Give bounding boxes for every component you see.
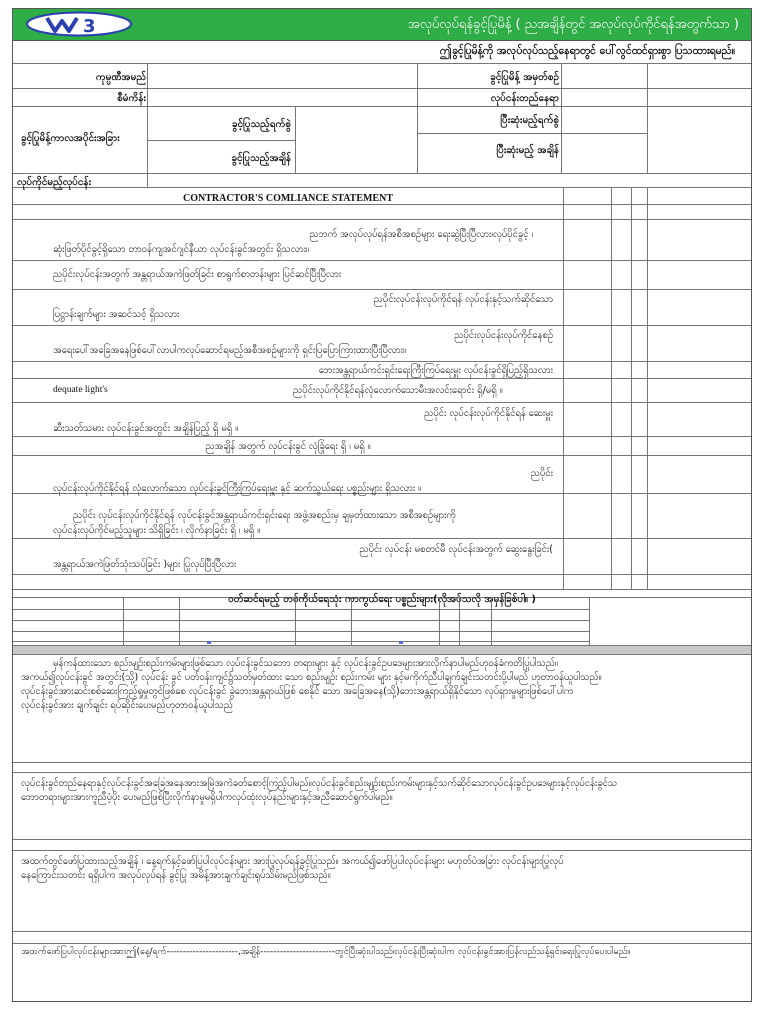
statement-item: ညဘက် အလုပ်လုပ်ရန်အစီအစဉ်များ ရေးဆွဲပြီးပြီလား၊လုပ်ပိုင်ခွင့် ၊ ဆုံးဖြတ်ပိုင်ခွင့်ရှိသော တာဝန်ကျအင်ဂျင်နီယာ လုပ်ငန်းခွင်အတွင်း ရှိသလား။ bbox=[53, 229, 533, 255]
statement-item: ညပိုင်းလုပ်ကိုင်နိုင်ရန်လုံလောက်သောမီးအလင်းရောင်း ရှိ/မရှိ ။ bbox=[293, 385, 503, 396]
statement-item: ညပိုင်း လုပ်ငန်းလုပ်ကိုင်နိုင်ရန် လုပ်ငန်းခွင်အန္တရာယ်ကင်းရှင်းရေး အဖွဲ့အစည်းမှ ချမှတ်ထားသော အစီအစဉ်များကို လုပ်ငန်းလုပ်ကိုင်မည့်သူများ သိရှိခြင်း ၊ လိုက်နာခြင်း ရှိ ၊ မရှိ ။ bbox=[53, 510, 456, 536]
start-date-field[interactable] bbox=[297, 108, 415, 139]
check-column-no[interactable] bbox=[632, 220, 646, 589]
work-location-field[interactable] bbox=[563, 90, 645, 105]
statement-item: ညပိုင်း လုပ်ငန်းလုပ်ကိုင်နိုင်ရန် ဆေးမှူး ဆီးသတ်သမား လုပ်ငန်းခွင်အတွင်း အချိန်ပြည့် ရှိ မရှိ ။ bbox=[53, 408, 553, 434]
statement-item: dequate light's bbox=[53, 385, 108, 395]
supervisor-paragraph: လုပ်ငန်းခွင်တည်နေရာနှင့်လုပ်ငန်းခွင်အခြေအနေအားအမြဲအကဲခတ်စောင့်ကြည့်ပါမည်။လုပ်ငန်းခွင်စည်းမျဉ်းစည်းကမ်းများနှင့်သက်ဆိုင်သောလုပ်ငန်းခွင်ဥပဒေများနှင့်လုပ်ငန်းခွင်သ ဘောတရားများအားကူညီပံ့ပိုး ပေးမည်ဖြစ်ပြီးလိုက်နာမှုမရှိပါကလုပ်ထုံးလုပ်နည်းများနှင့်အညီဆောင်ရွက်ပါမည်။ bbox=[21, 778, 618, 803]
form-subtitle: ဤခွင့်ပြုမိန့်ကို အလုပ်လုပ်သည့်နေရာတွင် ပေါ်လွင်ထင်ရှားစွာ ပြသထားရမည်။ bbox=[439, 45, 735, 57]
header-band bbox=[13, 9, 751, 41]
ppe-checklist-grid[interactable] bbox=[14, 609, 589, 643]
permit-form bbox=[12, 8, 752, 1002]
project-label: စီမံကိန်း bbox=[117, 93, 146, 104]
start-time-label: ခွင့်ပြုသည့်အချိန် bbox=[231, 153, 291, 164]
completion-line: အထက်ဖော်ပြပါလုပ်ငန်းများအားဤ(နေ့/ရက်----------------------,အချိန်-----------------------တွင်ပြီးဆုံးပါသည်၊လုပ်ငန်းပြီးဆုံးပါက လုပ်ငန်းခွင်အားပြန်လည်သန့်ရှင်းရေးပြုလုပ်ပေးပါမည်။ bbox=[21, 947, 631, 957]
company-field[interactable] bbox=[149, 65, 415, 86]
ppe-title: ဝတ်ဆင်ရမည့် တစ်ကိုယ်ရေသုံး ကာကွယ်ရေး ပစ္စည်းများ(လိုအပ်သလို အမှန်ခြစ်ပါ။ ) bbox=[228, 594, 536, 605]
marker-icon bbox=[399, 641, 403, 644]
end-date-label: ပြီးဆုံးမည့်ရက်စွဲ bbox=[500, 115, 559, 126]
work-location-label: လုပ်ငန်းတည်နေရာ bbox=[490, 93, 559, 104]
declaration-paragraph: မှန်ကန်ထားသော စည်းမျဉ်းစည်းကမ်းများဖြစ်သော လုပ်ငန်းခွင်သဘော တရားများ နှင့် လုပ်ငန်းခွင်ဥပဒေများအားလိုက်နာပါမည်ဟုဝန်ခံကတိပြုပါသည်။ အကယ်၍လုပ်ငန်းခွင် အတွင်း(သို့) လုပ်ငန်း ခွင် ပတ်ဝန်းကျင်၌သတ်မှတ်ထား သော စည်းမျဉ်း စည်းကမ်း များ နှင့်မကိုက်ညီပါချက်ချင်းသတင်းပို့ပါမည် ဟုတာဝန်ယူပါသည်။ လုပ်ငန်းခွင်အားဆင်းစစ်ဆေးကြည့်ရှုမှုတွင်ဖြစ်စေ လုပ်ငန်းခွင် ခွဲဘေးအန္တရာယ်ဖြစ် စေနိုင် သော အခြေအနေ(သို့)ဘေးအန္တရာယ်ရှိနိုင်သော လုပ်ရှားမှုများဖြစ်ပေါ်ပါက လုပ်ငန်းခွင်အား ချက်ချင်း ရပ်ဆိုင်းပေးမည်ဟုတာဝန်ယူပါသည် bbox=[21, 658, 602, 711]
check-column-yes[interactable] bbox=[612, 220, 630, 589]
statement-item: ညပိုင်းလုပ်ငန်းလုပ်ကိုင်ရန် လုပ်ငန်းနှင့်သက်ဆိုင်သော ပြဋ္ဌာန်းချက်များ အဆင်သင့် ရှိသလား bbox=[53, 294, 553, 320]
form-title: အလုပ်လုပ်ရန်ခွင့်ပြုမိန့် ( ညအချိန်တွင် အလုပ်လုပ်ကိုင်ရန်အတွက်သာ ) bbox=[407, 17, 739, 32]
statement-item: ဘေးအန္တရာယ်ကင်းရှင်းရေးကြီးကြပ်ရေးမှူး လုပ်ငန်းခွင်ရှိပြည့်ရှိသလား bbox=[318, 365, 553, 376]
start-time-field[interactable] bbox=[297, 142, 415, 172]
work-to-do-label: လုပ်ကိုင်မည့်လုပ်ငန်း bbox=[17, 177, 92, 188]
start-date-label: ခွင့်ပြုသည့်ရက်စွဲ bbox=[231, 119, 291, 130]
end-time-field[interactable] bbox=[563, 135, 645, 172]
statement-item: ညအချိန် အတွက် လုပ်ငန်းခွင် လုံခြုံရေး ရှိ ၊ မရှိ ။ bbox=[205, 441, 371, 452]
project-field[interactable] bbox=[149, 90, 415, 105]
permit-period-label: ခွင့်ပြုမိန့်ကာလအပိုင်းအခြား bbox=[21, 133, 120, 144]
statement-item: ညပိုင်းလုပ်ငန်းလုပ်ကိုင်နေစဉ် အရေးပေါ်အခြေအနေဖြစ်ပေါ်လာပါကလုပ်ဆောင်ရမည့်အစီအစဉ်များကို ရှင်းပြပြောကြားထားပြီးပြီလား။ bbox=[53, 330, 553, 356]
permit-no-label: ခွင့်ပြုမိန့် အမှတ်စဉ် bbox=[490, 72, 559, 83]
divider-bar bbox=[13, 645, 751, 655]
statement-title: CONTRACTOR'S COMLIANCE STATEMENT bbox=[182, 193, 394, 204]
end-date-field[interactable] bbox=[563, 108, 645, 132]
statement-item: ညပိုင်း လုပ်ငန်း မစတင်မီ လုပ်ငန်းအတွက် ဆွေးနွေးခြင်း( အန္တရာယ်အကဲဖြတ်သုံးသပ်ခြင်း )များ ပြုလုပ်ပြီးပြီလား bbox=[53, 544, 553, 570]
w3-logo-icon bbox=[25, 11, 133, 37]
marker-icon bbox=[207, 641, 211, 644]
end-time-label: ပြီးဆုံးမည့် အချိန် bbox=[496, 145, 559, 156]
statement-item: ညပိုင်း လုပ်ငန်းလုပ်ကိုင်နိုင်ရန် လုံလောက်သော လုပ်ငန်းခွင်ကြီးကြပ်ရေးမှူး နှင့် ဆက်သွယ်ရေး ပစ္စည်းများ ရှိသလား ။ bbox=[53, 468, 553, 494]
svg-text:3: 3 bbox=[83, 16, 96, 37]
permit-no-field[interactable] bbox=[563, 65, 645, 86]
company-label: ကုမ္ပဏီအမည် bbox=[95, 72, 146, 83]
approval-paragraph: အထက်တွင်ဖော်ပြထားသည့်အချိန် ၊ နေ့ရက်နှင့်ဖော်ပြပါလုပ်ငန်းများ အားပြုလုပ်ရန်ခွင့်ပြုသည်။ အကယ်၍ဖော်ပြပါလုပ်ငန်းများ မဟုတ်ပဲအခြား လုပ်ငန်းများပြုလုပ် နေကြောင်းသတင်း ရရှိပါက အလုပ်လုပ်ရန် ခွင့်ပြု အမိန့်အားချက်ချင်းရုပ်သိမ်းမည်ဖြစ်သည်။ bbox=[21, 856, 564, 881]
work-to-do-field[interactable] bbox=[149, 174, 749, 187]
statement-item: ညပိုင်းလုပ်ငန်းအတွက် အန္တရာယ်အကဲဖြတ်ခြင်း စာရွက်စာတန်းများ ပြင်ဆင်ပြီးပြီလား bbox=[53, 269, 342, 280]
